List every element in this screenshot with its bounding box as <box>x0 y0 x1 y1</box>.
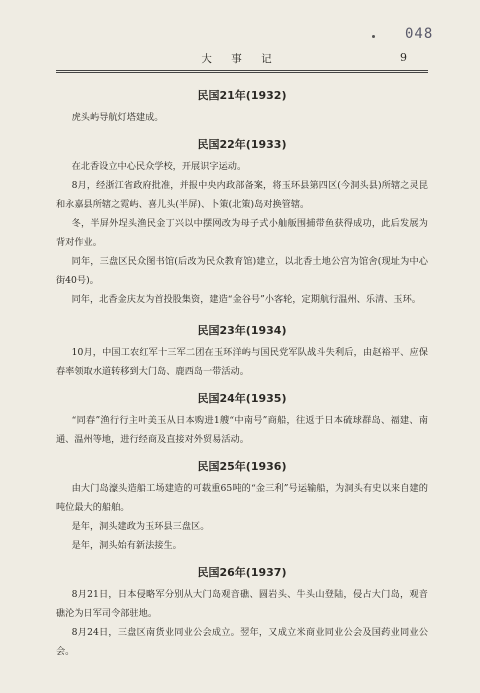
entry-paragraph: 8月21日，日本侵略军分别从大门岛观音礁、圆岩头、牛头山登陆，侵占大门岛，观音礁沦为日军司令部驻地。 <box>56 589 428 619</box>
entry-paragraph: 是年，洞头始有新法接生。 <box>71 540 182 551</box>
entry-paragraph: 在北香设立中心民众学校，开展识字运动。 <box>71 161 247 172</box>
entry-paragraph: “同春”渔行行主叶美玉从日本购进1艘“中南号”商船，往返于日本硫球群岛、福建、南通、温州等地，进行经商及直接对外贸易活动。 <box>56 415 428 445</box>
year-section <box>56 137 428 309</box>
year-heading: 民国22年(1933) <box>197 138 287 151</box>
year-section <box>56 459 428 555</box>
year-section <box>56 565 428 661</box>
running-header <box>64 51 417 71</box>
entry-paragraph: 虎头屿导航灯塔建成。 <box>71 112 164 123</box>
entry-paragraph: 冬，半屏外埕头渔民金丁兴以中摆网改为母子式小舢舨围捕带鱼获得成功，此后发展为背对作业。 <box>56 218 428 248</box>
year-heading: 民国26年(1937) <box>197 566 287 579</box>
entry-paragraph: 是年，洞头建政为玉环县三盘区。 <box>71 521 210 532</box>
chronicle-body <box>56 88 428 661</box>
year-section <box>56 323 428 381</box>
entry-paragraph: 同年，三盘区民众图书馆(后改为民众教育馆)建立，以北香土地公宫为馆舍(现址为中心街40号)。 <box>56 256 428 286</box>
handwritten-note: 048 <box>405 26 434 42</box>
entry-paragraph: 10月，中国工农红军十三军二团在玉环洋屿与国民党军队战斗失利后，由赵裕平、应保春率领取水道转移到大门岛、鹿西岛一带活动。 <box>56 347 428 377</box>
year-heading: 民国25年(1936) <box>197 460 287 473</box>
header-rule <box>56 72 428 73</box>
year-heading: 民国23年(1934) <box>197 324 287 337</box>
header-title: 大 事 记 <box>201 53 280 65</box>
entry-paragraph: 同年，北香金庆友为首投股集资，建造“金谷号”小客轮，定期航行温州、乐清、玉环。 <box>71 294 421 305</box>
year-heading: 民国21年(1932) <box>197 89 287 102</box>
header-rule <box>56 70 428 71</box>
year-heading: 民国24年(1935) <box>197 392 287 405</box>
entry-paragraph: 由大门岛濠头造船工场建造的可载重65吨的“金三利”号运输船，为洞头有史以来自建的吨位最大的船舶。 <box>56 483 428 513</box>
entry-paragraph: 8月，经浙江省政府批准，并报中央内政部备案，将玉环县第四区(今洞头县)所辖之灵昆和永嘉县所辖之霓屿、喜儿头(半屏)、卜策(北策)岛对换管辖。 <box>56 180 428 210</box>
ink-dot <box>372 35 375 38</box>
entry-paragraph: 8月24日，三盘区南货业同业公会成立。翌年，又成立米商业同业公会及国药业同业公会。 <box>56 627 428 657</box>
year-section <box>56 88 428 127</box>
page-number: 9 <box>400 51 407 64</box>
year-section <box>56 391 428 449</box>
